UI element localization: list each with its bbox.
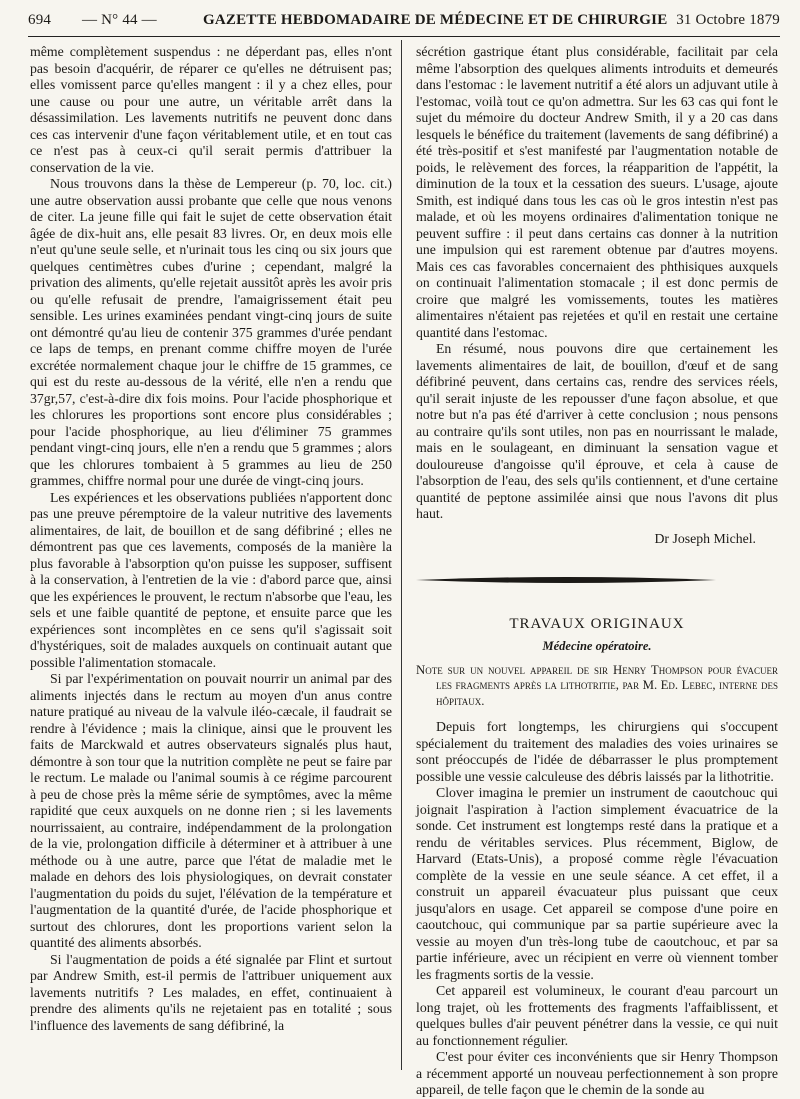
author-signature: Dr Joseph Michel. <box>654 530 756 546</box>
paragraph: Les expériences et les observations publiées n'apportent donc pas une preuve péremptoire de la valeur nutritive des lavements alimentaires, de lait, de bouillon et de sang défibriné ; elles ne démontrent pas que ces lavements, composés de la manière la plus favorable à l'absorption qu'on puisse les supposer, suffisent à la conservation, à l'entretien de la vie : d'abord parce que, ainsi que les expériences le prouvent, le rectum n'absorbe que l'eau, les sels et une faible quantité de peptone, et ensuite parce que les expériences sont incomplètes en ce sens qu'il s'agissait soit d'hystériques, soit de malades auxquels on continuait autant que possible l'alimentation stomacale. <box>30 489 393 670</box>
issue-number: — N° 44 — <box>82 12 157 28</box>
column-divider <box>401 40 402 1070</box>
article-heading-text: Note sur un nouvel appareil de sir Henry Thompson pour évacuer les fragments après la lithotritie, par M. Ed. Lebec, interne des hôpitaux. <box>416 662 778 708</box>
paragraph: même complètement suspendus : ne déperdant pas, elles n'ont pas besoin d'acquérir, de réparer ce qu'elles ne détruisent pas; elles vomissent parce qu'elles mangent : il y a chez elles, pour une cause ou pour une autre, un véritable arrêt dans la désassimilation. Les lavements nutritifs ne peuvent donc dans ces cas intervenir d'une façon véritablement utile, et en tout cas ce n'est pas à ceux-ci qu'il serait permis d'attribuer la conservation de la vie. <box>30 44 392 175</box>
paragraph: C'est pour éviter ces inconvénients que sir Henry Thompson a récemment apporté un nouveau perfectionnement à son propre appareil, de telle façon que le chemin de la sonde au <box>416 1049 778 1097</box>
issue-date: 31 Octobre 1879 <box>676 12 780 28</box>
section-subtitle: Médecine opératoire. <box>542 639 652 653</box>
paragraph: Nous trouvons dans la thèse de Lempereur (p. 70, loc. cit.) une autre observation aussi probante que celle que nous venons de citer. La jeune fille qui fait le sujet de cette observation était âgée de dix-huit ans, elle pesait 83 livres. Or, en deux mois elle n'eut qu'une seule selle, et n'urinait tous les cinq ou six jours que quelques centimètres cubes d'urine ; cependant, malgré la privation des aliments, qu'elle rejetait aussitôt après les avoir pris ou qu'elle refusait de prendre, l'amaigrissement était peu sensible. Les urines examinées pendant vingt-cinq jours de suite ont démontré qu'au lieu de contenir 375 grammes d'urée pendant ce laps de temps, en prenant comme chiffre moyen de l'urée excrétée normalement chaque jour le chiffre de 15 grammes, ce qui est du reste au-dessous de la vérité, elle n'en a rendu que 37gr,57, c'est-à-dire dix fois moins. Pour l'acide phosphorique et les chlorures les proportions sont encore plus considérables ; pour l'acide phosphorique, au lieu d'éliminer 75 grammes pendant vingt-cinq jours, elle n'en a rendu que 5 grammes ; alors que les chlorures tombaient à 5 grammes au lieu de 250 grammes, chiffre normal pour une durée de vingt-cinq jours. <box>30 176 392 488</box>
page-header <box>28 8 780 34</box>
paragraph: Depuis fort longtemps, les chirurgiens qui s'occupent spécialement du traitement des maladies des voies urinaires se sont préoccupés de l'idée de débarrasser le plus promptement possible une vessie calculeuse des débris laissés par la lithotritie. <box>416 719 778 784</box>
section-title: TRAVAUX ORIGINAUX <box>509 615 685 632</box>
section-separator <box>416 573 716 587</box>
page-number: 694 <box>28 12 52 28</box>
right-column <box>416 44 778 1099</box>
paragraph: Cet appareil est volumineux, le courant d'eau parcourt un long trajet, où les frottements des fragments l'affaiblissent, et quelques bulles d'air peuvent pénétrer dans la vessie, ce qui nuit au fonctionnement régulier. <box>416 983 778 1048</box>
paragraph: Clover imagina le premier un instrument de caoutchouc qui joignait l'aspiration à l'action simplement évacuatrice de la sonde. Cet instrument est longtemps resté dans la pratique et a rendu de véritables services. Plus récemment, Biglow, de Harvard (Etats-Unis), a proposé comme règle l'évacuation complète de la vessie en une seule séance. A cet effet, il a construit un appareil évacuateur plus puissant que ceux jusqu'alors en usage. Cet appareil se compose d'une poire en caoutchouc, qui communique par sa partie supérieure avec la vessie au moyen d'un très-long tube de caoutchouc, et par sa partie inférieure, avec un récipient en verre où viennent tomber les fragments sortis de la vessie. <box>416 785 778 982</box>
left-column <box>30 44 392 1034</box>
journal-title: GAZETTE HEBDOMADAIRE DE MÉDECINE ET DE CHIRURGIE <box>203 12 668 28</box>
header-rule <box>28 36 780 37</box>
paragraph: sécrétion gastrique étant plus considérable, facilitait par cela même l'absorption des quelques aliments introduits et demeurés dans l'estomac : le lavement nutritif a été alors un adjuvant utile à l'estomac, voilà tout ce qu'on admettra. Sur les 63 cas qui font le sujet du mémoire du docteur Andrew Smith, il y a 20 cas dans lesquels le bénéfice du traitement (lavements de sang défibriné) a été très-positif et s'est manifesté par l'augmentation notable de poids, le relèvement des forces, la réapparition de l'appétit, la diminution de la toux et la cessation des sueurs. L'usage, ajoute Smith, est indiqué dans tous les cas où le gros intestin n'est pas malade, et où les moyens ordinaires d'alimentation tonique ne peuvent suffire : il peut dans certains cas donner à la nutrition une impulsion qui est rarement obtenue par d'autres moyens. Mais ces cas favorables concernaient des phthisiques auxquels on continuait l'alimentation stomacale ; il est donc permis de croire que malgré les vomissements, toutes les matières alimentaires n'étaient pas rejetées et qu'il en restait une certaine quantité dans l'estomac. <box>416 44 778 340</box>
paragraph: Si l'augmentation de poids a été signalée par Flint et surtout par Andrew Smith, est-il permis de l'attribuer uniquement aux lavements nutritifs ? Les malades, en effet, continuaient à prendre des aliments qu'ils ne rejetaient pas en totalité ; sous l'influence des lavements de sang défibriné, la <box>30 951 392 1033</box>
article-heading <box>416 663 778 710</box>
paragraph: En résumé, nous pouvons dire que certainement les lavements alimentaires de lait, de bouillon, d'œuf et de sang défibriné peuvent, dans certains cas, rendre des services réels, qu'il serait injuste de les repousser d'une façon absolue, et que notre but n'a pas été d'arriver à cette conclusion ; nous pensons au contraire qu'ils sont utiles, non pas en nourrissant le malade, mais en le soulageant, en diminuant la sensation vague et douloureuse d'angoisse qu'il éprouve, et cela à cause de l'absorption de l'eau, des sels qu'ils contiennent, et d'une certaine quantité de peptone assimilée ainsi que nous l'avons dit plus haut. <box>416 341 778 521</box>
paragraph: Si par l'expérimentation on pouvait nourrir un animal par des aliments injectés dans le rectum au moyen d'un anus contre nature pratiqué au niveau de la valvule iléo-cæcale, il faudrait se rendre à l'évidence ; mais la clinique, ainsi que le prouvent les faits de Marckwald et autres observateurs signalés plus haut, démontre à son tour que la nutrition complète ne peut se faire par le rectum. Le malade ou l'animal soumis à ce régime parcourent à peu de chose près la même série de symptômes, avec la même rapidité que ceux auxquels on ne donne rien ; si les lavements nourrissaient, au contraire, indépendamment de la prolongation de la vie, prolongation difficile à déterminer et à attribuer à une méthode ou à une autre, parce que l'état de maladie met le malade en dehors des lois physiologiques, on devrait constater l'augmentation du poids du sujet, l'élévation de la température et l'augmentation de la quantité d'urée, de l'acide phosphorique et surtout des chlorures, dont les proportions varient selon la quantité des aliments absorbés. <box>30 671 392 950</box>
